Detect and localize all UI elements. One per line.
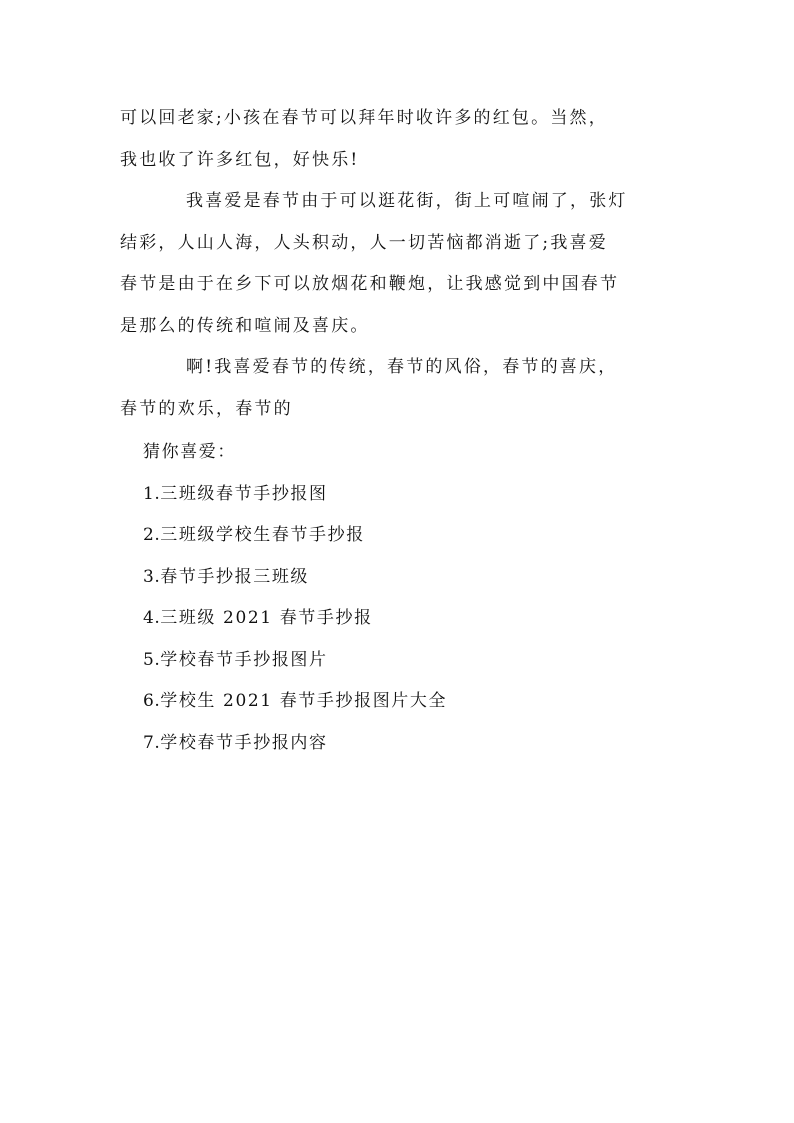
paragraph-line: 啊!我喜爱春节的传统，春节的风俗，春节的喜庆， — [186, 357, 618, 377]
related-title: 三班级 2021 春节手抄报 — [160, 608, 373, 628]
related-number: 4. — [143, 608, 161, 628]
related-title: 三班级春节手抄报图 — [160, 483, 328, 504]
related-number: 7. — [143, 732, 161, 753]
paragraph-line: 春节是由于在乡下可以放烟花和鞭炮，让我感觉到中国春节 — [120, 274, 620, 294]
related-title: 学校春节手抄报图片 — [160, 649, 328, 670]
related-number: 2. — [143, 525, 161, 545]
paragraph-line: 可以回老家;小孩在春节可以拜年时收许多的红包。当然， — [120, 108, 608, 128]
related-title: 学校春节手抄报内容 — [160, 732, 328, 753]
related-link[interactable] — [143, 557, 663, 599]
related-link[interactable] — [143, 515, 663, 557]
related-link[interactable] — [143, 598, 663, 640]
related-link[interactable] — [143, 474, 663, 516]
paragraph-line: 我喜爱是春节由于可以逛花街，街上可喧闹了，张灯 — [186, 191, 628, 211]
related-number: 1. — [143, 483, 161, 504]
paragraph-line: 结彩，人山人海，人头积动，人一切苦恼都消逝了;我喜爱 — [120, 232, 608, 253]
article-body — [120, 98, 680, 430]
related-articles — [143, 432, 663, 764]
related-title: 春节手抄报三班级 — [160, 566, 310, 587]
related-title: 学校生 2021 春节手抄报图片大全 — [160, 691, 448, 711]
paragraph-line: 是那么的传统和喧闹及喜庆。 — [120, 315, 370, 336]
paragraph-line: 春节的欢乐，春节的 — [120, 398, 293, 419]
related-title: 三班级学校生春节手抄报 — [160, 525, 365, 545]
related-number: 5. — [143, 649, 161, 670]
related-number: 3. — [143, 566, 161, 587]
related-number: 6. — [143, 691, 161, 711]
related-link[interactable] — [143, 681, 663, 723]
related-link[interactable] — [143, 640, 663, 682]
related-link[interactable] — [143, 723, 663, 765]
related-list — [143, 474, 663, 765]
related-heading: 猜你喜爱： — [143, 442, 236, 462]
paragraph-line: 我也收了许多红包，好快乐! — [120, 149, 360, 170]
